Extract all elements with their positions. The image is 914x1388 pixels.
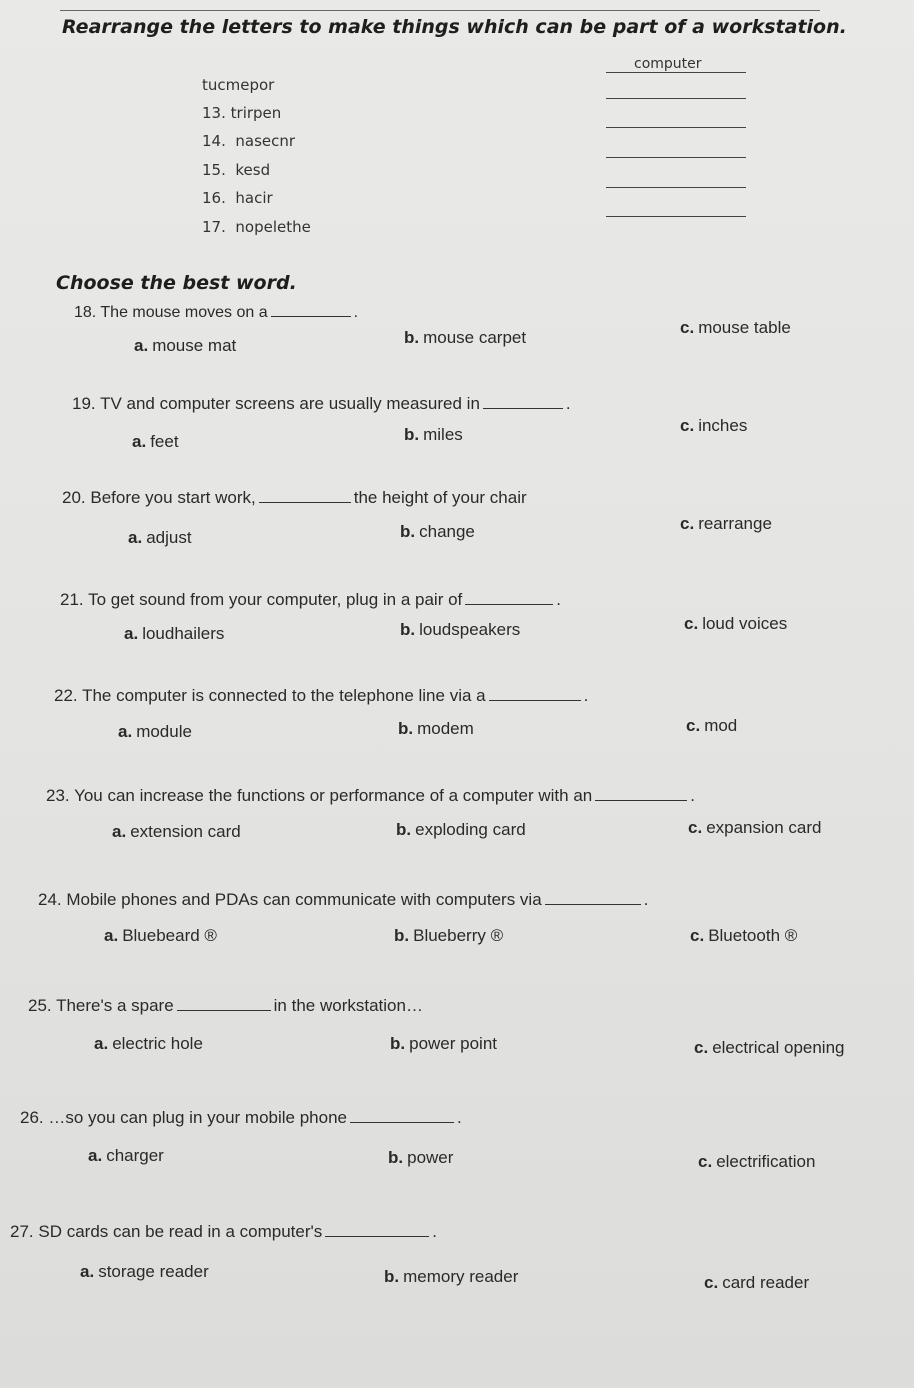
option-b[interactable]: b. exploding card [396, 820, 526, 839]
answer-blank[interactable] [259, 488, 351, 503]
question-21: 21. To get sound from your computer, plug in a pair of . [60, 590, 562, 609]
answer-blank[interactable] [595, 786, 687, 801]
option-a[interactable]: a. adjust [128, 528, 192, 547]
question-18: 18. The mouse moves on a . [74, 304, 359, 321]
question-24: 24. Mobile phones and PDAs can communicate with computers via . [38, 890, 649, 909]
option-a[interactable]: a. electric hole [94, 1034, 203, 1053]
option-c[interactable]: c. mouse table [680, 318, 791, 337]
answer-blank[interactable] [545, 890, 641, 905]
question-19: 19. TV and computer screens are usually measured in . [72, 394, 571, 413]
answer-blank[interactable] [177, 996, 271, 1011]
answer-line[interactable] [606, 216, 746, 217]
option-c[interactable]: c. inches [680, 416, 748, 435]
section-title: Choose the best word. [56, 272, 297, 294]
option-c[interactable]: c. loud voices [684, 614, 788, 633]
option-a[interactable]: a. module [118, 722, 192, 741]
example-answer-line [606, 72, 746, 73]
option-b[interactable]: b. mouse carpet [404, 328, 527, 347]
question-27: 27. SD cards can be read in a computer's . [10, 1222, 437, 1241]
rearrange-item: 13. trirpen [202, 104, 282, 122]
option-b[interactable]: b. loudspeakers [400, 620, 521, 639]
rearrange-item: 17. nopelethe [202, 218, 311, 236]
option-b[interactable]: b. power [388, 1148, 454, 1167]
answer-blank[interactable] [271, 302, 351, 317]
option-a[interactable]: a. Bluebeard ® [104, 926, 217, 945]
option-a[interactable]: a. loudhailers [124, 624, 225, 643]
exercise-title: Rearrange the letters to make things which can be part of a workstation. [62, 16, 847, 38]
answer-blank[interactable] [465, 590, 553, 605]
option-a[interactable]: a. feet [132, 432, 179, 451]
answer-blank[interactable] [483, 394, 563, 409]
answer-line[interactable] [606, 127, 746, 128]
option-b[interactable]: b. modem [398, 719, 474, 738]
option-c[interactable]: c. mod [686, 716, 738, 735]
option-a[interactable]: a. mouse mat [134, 336, 237, 355]
answer-blank[interactable] [325, 1222, 429, 1237]
option-b[interactable]: b. Blueberry ® [394, 926, 504, 945]
option-a[interactable]: a. storage reader [80, 1262, 209, 1281]
example-word: tucmepor [202, 76, 275, 94]
answer-line[interactable] [606, 187, 746, 188]
option-b[interactable]: b. power point [390, 1034, 497, 1053]
answer-blank[interactable] [350, 1108, 454, 1123]
option-c[interactable]: c. rearrange [680, 514, 772, 533]
rearrange-item: 14. nasecnr [202, 132, 296, 150]
option-b[interactable]: b. miles [404, 425, 463, 444]
answer-line[interactable] [606, 157, 746, 158]
rearrange-item: 15. kesd [202, 161, 271, 179]
question-20: 20. Before you start work, the height of your chair [62, 488, 527, 507]
option-b[interactable]: b. memory reader [384, 1267, 519, 1286]
option-c[interactable]: c. electrical opening [694, 1038, 845, 1057]
option-a[interactable]: a. charger [88, 1146, 164, 1165]
option-c[interactable]: c. expansion card [688, 818, 822, 837]
option-c[interactable]: c. electrification [698, 1152, 816, 1171]
question-25: 25. There's a spare in the workstation… [28, 996, 423, 1015]
answer-blank[interactable] [489, 686, 581, 701]
question-23: 23. You can increase the functions or performance of a computer with an . [46, 786, 695, 805]
option-c[interactable]: c. card reader [704, 1273, 810, 1292]
option-a[interactable]: a. extension card [112, 822, 241, 841]
option-b[interactable]: b. change [400, 522, 475, 541]
question-22: 22. The computer is connected to the telephone line via a . [54, 686, 589, 705]
option-c[interactable]: c. Bluetooth ® [690, 926, 798, 945]
top-rule [60, 10, 820, 11]
example-answer: computer [634, 56, 702, 72]
question-26: 26. …so you can plug in your mobile phone . [20, 1108, 462, 1127]
answer-line[interactable] [606, 98, 746, 99]
rearrange-item: 16. hacir [202, 189, 273, 207]
